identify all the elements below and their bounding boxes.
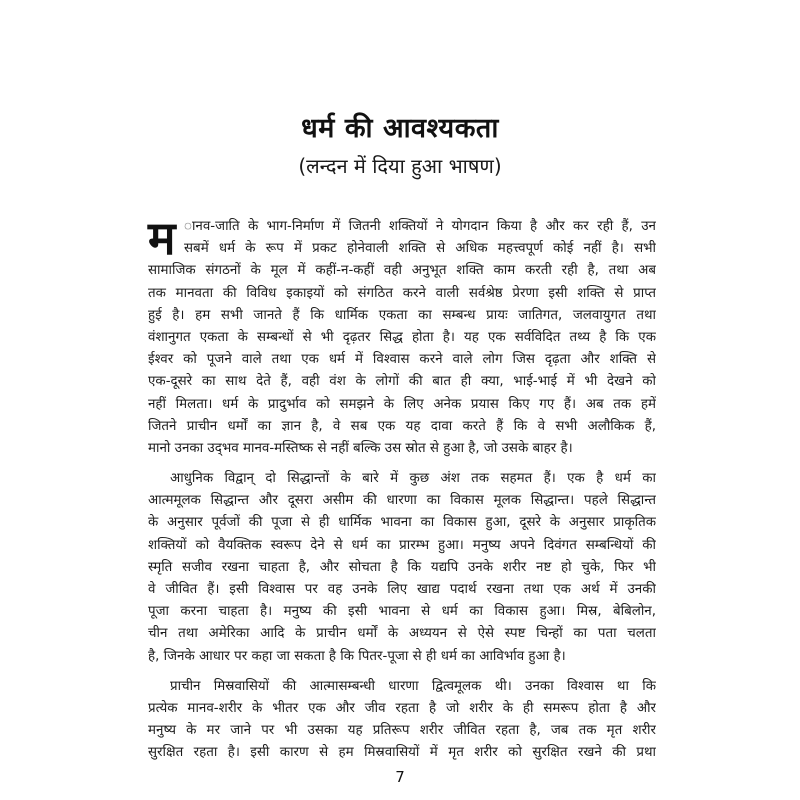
text-line: के अनुसार पूर्वजों की पूजा से ही धार्मिक भावना का विकास हुआ, दूसरे के अनुसार प्राकृतिक [148, 515, 656, 531]
text-line: प्रत्येक मानव-शरीर के भीतर एक और जीव रहता है जो शरीर के ही समरूप होता है और [148, 700, 656, 716]
text-line: मानो उनका उद्‌भव मानव-मस्तिष्क से नहीं बल्कि उस स्रोत से हुआ है, जो उसके बाहर है। [148, 440, 573, 456]
text-line: वंशानुगत एकता के सम्बन्धों से भी दृढ़तर सिद्ध होता है। यह एक सर्वविदित तथ्य है कि एक [148, 329, 656, 345]
text-line: सामाजिक संगठनों के मूल में कहीं-न-कहीं वही अनुभूत शक्ति काम करती रही है, तथा अब [148, 263, 656, 279]
paragraph-3 [148, 676, 656, 765]
body-text [148, 211, 656, 765]
text-line: स्मृति सजीव रखना चाहता है, और सोचता है कि यद्यपि उनके शरीर नष्ट हो चुके, फिर भी [148, 559, 656, 575]
text-line: एक-दूसरे का साथ देते हैं, वही वंश के लोगों की बात ही क्या, भाई-भाई में भी देखने को [148, 374, 656, 390]
paragraph-gap [148, 668, 656, 676]
text-line: प्राचीन मिस्रवासियों की आत्मासम्बन्धी धारणा द्वित्वमूलक थी। उनका विश्वास था कि [170, 678, 656, 694]
text-line: शक्तियों को वैयक्तिक स्वरूप देने से धर्म का प्रारम्भ हुआ। मनुष्य अपने दिवंगत सम्बन्धियों की [148, 537, 656, 553]
text-line: पूजा करना चाहता है। मनुष्य की इसी भावना से धर्म का विकास हुआ। मिस्र, बेबिलोन, [148, 604, 656, 620]
drop-cap-letter: म [148, 211, 176, 265]
text-line: सबमें धर्म के रूप में प्रकट होनेवाली शक्ति से अधिक महत्त्वपूर्ण कोई नहीं है। सभी [184, 241, 656, 257]
text-line: तक मानवता की विविध इकाइयों को संगठित करने वाली सर्वश्रेष्ठ प्रेरणा इसी शक्ति से प्राप्त [148, 285, 656, 301]
paragraph-1 [148, 211, 656, 460]
text-line: है, जिनके आधार पर कहा जा सकता है कि पितर-पूजा से ही धर्म का आविर्भाव हुआ है। [148, 648, 566, 664]
text-line: आत्ममूलक सिद्धान्त और दूसरा असीम की धारणा का विकास मूलक सिद्धान्त। पहले सिद्धान्त [148, 493, 656, 509]
paragraph-2 [148, 468, 656, 668]
text-line: ईश्वर को पूजने वाले तथा एक धर्म में विश्वास करने वाले लोग जिस दृढ़ता और शक्ति से [148, 352, 656, 368]
text-line: ानव-जाति के भाग-निर्माण में जितनी शक्तियों ने योगदान किया है और कर रही हैं, उन [184, 219, 656, 234]
text-line: वे जीवित हैं। इसी विश्वास पर वह उनके लिए खाद्य पदार्थ रखना तथा एक अर्थ में उनकी [148, 582, 656, 597]
text-line: हुई है। हम सभी जानते हैं कि धार्मिक एकता का सम्बन्ध प्रायः जातिगत, जलवायुगत तथा [148, 307, 656, 323]
text-line: मनुष्य के मर जाने पर भी उसका यह प्रतिरूप शरीर जीवित रहता है, जब तक मृत शरीर [148, 723, 656, 739]
paragraph-gap [148, 460, 656, 468]
text-line: आधुनिक विद्वान् दो सिद्धान्तों के बारे में कुछ अंश तक सहमत हैं। एक है धर्म का [170, 471, 656, 487]
text-line: चीन तथा अमेरिका आदि के प्राचीन धर्मों के अध्ययन से ऐसे स्पष्ट चिन्हों का पता चलता [148, 626, 656, 642]
chapter-subtitle: (लन्दन में दिया हुआ भाषण) [298, 154, 502, 178]
text-line: नहीं मिलता। धर्म के प्रादुर्भाव को समझने के लिए अनेक प्रयास किए गए हैं। अब तक हमें [148, 396, 656, 412]
page-number: 7 [395, 768, 405, 786]
text-line: सुरक्षित रहता है। इसी कारण से हम मिस्रवासियों में मृत शरीर को सुरक्षित रखने की प्रथा [148, 745, 656, 761]
text-line: जितने प्राचीन धर्मों का ज्ञान है, वे सब एक यह दावा करते हैं कि वे सभी अलौकिक हैं, [148, 418, 656, 434]
chapter-title: धर्म की आवश्यकता [301, 113, 499, 144]
